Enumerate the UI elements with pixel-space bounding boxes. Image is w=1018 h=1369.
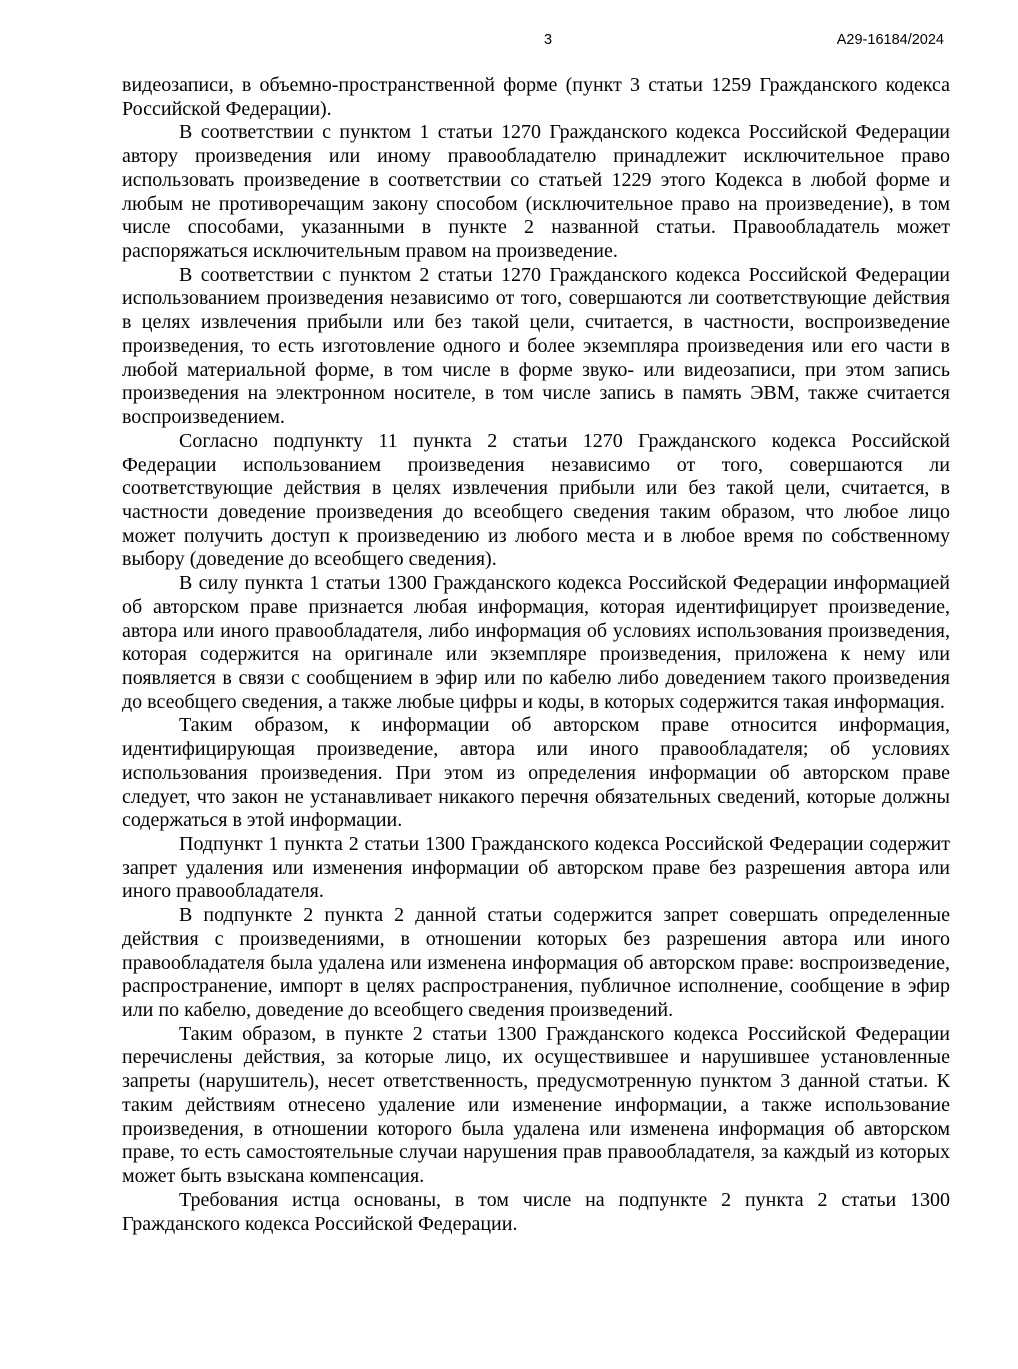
paragraph-article-1300-p2-sub1: Подпункт 1 пункта 2 статьи 1300 Гражданского кодекса Российской Федерации содержит запрет удаления или изменения информации об авторском праве без разрешения автора или иного правообладателя. <box>122 833 950 903</box>
paragraph-article-1270-p2: В соответствии с пунктом 2 статьи 1270 Гражданского кодекса Российской Федерации использованием произведения независимо от того, совершаются ли соответствующие действия в целях извлечения прибыли или без такой цели, считается, в частности, воспроизведение произведения, то есть изготовление одного и более экземпляра произведения или его части в любой материальной форме, в том числе в форме звуко- или видеозаписи, при этом запись произведения на электронном носителе, в том числе запись в память ЭВМ, также считается воспроизведением. <box>122 263 950 429</box>
paragraph-article-1270-p2-sub11: Согласно подпункту 11 пункта 2 статьи 1270 Гражданского кодекса Российской Федерации использованием произведения независимо от того, совершаются ли соответствующие действия в целях извлечения прибыли или без такой цели, считается, в частности доведение произведения до всеобщего сведения таким образом, что любое лицо может получить доступ к произведению из любого места и в любое время по собственному выбору (доведение до всеобщего сведения). <box>122 429 950 571</box>
paragraph-continuation: видеозаписи, в объемно-пространственной форме (пункт 3 статьи 1259 Гражданского кодекса Российской Федерации). <box>122 74 950 120</box>
paragraph-article-1270-p1: В соответствии с пунктом 1 статьи 1270 Гражданского кодекса Российской Федерации автору произведения или иному правообладателю принадлежит исключительное право использовать произведение в соответствии со статьей 1229 этого Кодекса в любой форме и любым не противоречащим закону способом (исключительное право на произведение), в том числе способами, указанными в пункте 2 названной статьи. Правообладатель может распоряжаться исключительным правом на произведение. <box>122 121 950 263</box>
paragraph-article-1300-p2-sub2: В подпункте 2 пункта 2 данной статьи содержится запрет совершать определенные действия с произведениями, в отношении которых без разрешения автора или иного правообладателя была удалена или изменена информация об авторском праве: воспроизведение, распространение, импорт в целях распространения, публичное исполнение, сообщение в эфир или по кабелю, доведение до всеобщего сведения произведений. <box>122 904 950 1022</box>
page-header <box>122 31 950 51</box>
paragraph-claim-basis: Требования истца основаны, в том числе на подпункте 2 пункта 2 статьи 1300 Гражданского кодекса Российской Федерации. <box>122 1188 950 1235</box>
case-number: А29-16184/2024 <box>836 32 944 48</box>
document-body <box>122 74 950 1236</box>
page-number: 3 <box>543 32 553 48</box>
paragraph-article-1300-p1: В силу пункта 1 статьи 1300 Гражданского кодекса Российской Федерации информацией об авторском праве признается любая информация, которая идентифицирует произведение, автора или иного правообладателя, либо информация об условиях использования произведения, которая содержится на оригинале или экземпляре произведения, приложена к нему или появляется в связи с сообщением в эфир или по кабелю либо доведением такого произведения до всеобщего сведения, а также любые цифры и коды, в которых содержится такая информация. <box>122 572 950 713</box>
paragraph-liability-conclusion: Таким образом, в пункте 2 статьи 1300 Гражданского кодекса Российской Федерации перечислены действия, за которые лицо, их осуществившее и нарушившее установленные запреты (нарушитель), несет ответственность, предусмотренную пунктом 3 данной статьи. К таким действиям отнесено удаление или изменение информации, а также использование произведения, в отношении которого была удалена или изменена информация об авторском праве, то есть самостоятельные случаи нарушения прав правообладателя, за каждый из которых может быть взыскана компенсация. <box>122 1022 950 1188</box>
paragraph-copyright-info-conclusion: Таким образом, к информации об авторском праве относится информация, идентифицирующая произведение, автора или иного правообладателя; об условиях использования произведения. При этом из определения информации об авторском праве следует, что закон не устанавливает никакого перечня обязательных сведений, которые должны содержаться в этой информации. <box>122 714 950 832</box>
